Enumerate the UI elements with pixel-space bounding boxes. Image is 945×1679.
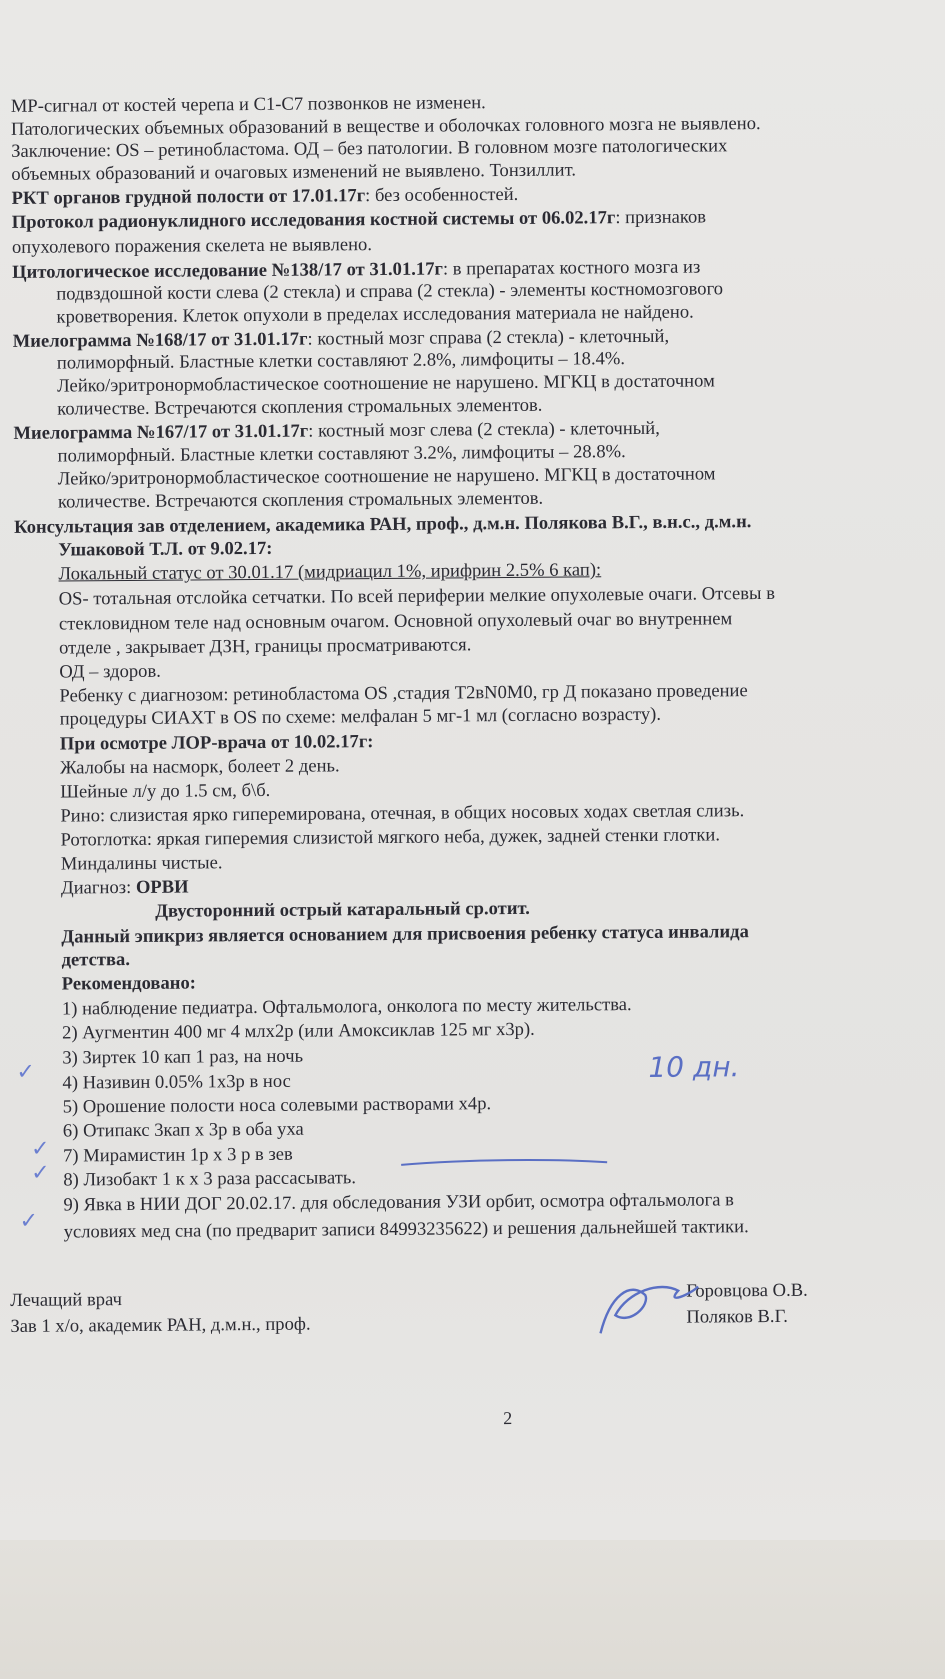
text-line: 9) Явка в НИИ ДОГ 20.02.17. для обследования УЗИ орбит, осмотра офтальмолога в: [63, 1189, 734, 1216]
text-line: объемных образований и очаговых изменений не выявлено. Тонзиллит.: [11, 159, 577, 185]
line-bold: Миелограмма №168/17 от 31.01.17г: [12, 328, 308, 352]
line-bold: Цитологическое исследование №138/17 от 31.01.17г: [12, 258, 444, 283]
line-bold: детства.: [61, 949, 131, 971]
text-line: количестве. Встречаются скопления стромальных элементов.: [57, 394, 543, 420]
line-rest: : в препаратах костного мозга из: [442, 256, 701, 280]
signature-scribble: [600, 1287, 698, 1334]
line-rest: : костный мозг слева (2 стекла) - клеточный,: [308, 417, 660, 442]
line-bold: Данный эпикриз является основанием для присвоения ребенку статуса инвалида: [61, 921, 749, 948]
text-line: опухолевого поражения скелета не выявлено.: [11, 234, 373, 258]
text-line: полиморфный. Бластные клетки составляют 2.8%, лимфоциты – 18.4%.: [56, 348, 626, 374]
text-line: OS- тотальная отслойка сетчатки. По всей периферии мелкие опухолевые очаги. Отсевы в: [58, 582, 776, 610]
text-line: отделе , закрывает ДЗН, границы просматриваются.: [59, 634, 472, 659]
line-bold: При осмотре ЛОР-врача от 10.02.17г:: [59, 731, 374, 755]
check-mark-icon: ✓: [19, 1208, 39, 1234]
text-line: Лейко/эритронормобластическое соотношение не нарушено. МГКЦ в достаточном: [57, 463, 716, 490]
text-line: 1) наблюдение педиатра. Офтальмолога, онколога по месту жительства.: [61, 994, 632, 1020]
text-line: Лейко/эритронормобластическое соотношение не нарушено. МГКЦ в достаточном: [56, 370, 715, 397]
text-line: Шейные л/у до 1.5 см, б\б.: [60, 779, 271, 803]
text-line: 7) Мирамистин 1р х 3 р в зев: [62, 1143, 293, 1167]
text-line: Заключение: OS – ретинобластома. ОД – без патологии. В головном мозге патологических: [11, 135, 728, 162]
line-bold: Ушаковой Т.Л. от 9.02.17:: [58, 537, 273, 561]
text-line: количестве. Встречаются скопления стромальных элементов.: [57, 487, 544, 513]
text-line: 6) Отипакс 3кап х 3р в оба уха: [62, 1118, 304, 1142]
text-line: Жалобы на насморк, болеет 2 день.: [59, 755, 340, 779]
line-bold: Протокол радионуклидного исследования костной системы от 06.02.17г: [11, 207, 616, 233]
text-line: МР-сигнал от костей черепа и С1-С7 позвонков не изменен.: [10, 92, 486, 117]
table-surface: [0, 1540, 945, 1679]
line-prefix: Диагноз:: [60, 876, 136, 899]
text-line: полиморфный. Бластные клетки составляют 3.2%, лимфоциты – 28.8%.: [57, 441, 626, 467]
line-bold: Двусторонний острый катаральный ср.отит.: [155, 897, 530, 922]
line-rest: : без особенностей.: [365, 183, 519, 207]
text-line: подвздошной кости слева (2 стекла) и справа (2 стекла) - элементы костномозгового: [56, 278, 724, 305]
text-line: процедуры СИАХТ в OS по схеме: мелфалан 5 мг-1 мл (согласно возрасту).: [59, 703, 662, 730]
handwritten-underline: [401, 1159, 607, 1165]
line-bold: РКТ органов грудной полости от 17.01.17г: [11, 185, 366, 209]
handwritten-note: 10 дн.: [648, 1050, 740, 1084]
line-rest: : признаков: [615, 206, 707, 229]
signature-left-2: Зав 1 х/о, академик РАН, д.м.н., проф.: [10, 1313, 311, 1337]
line-bold: ОРВИ: [135, 876, 189, 898]
signature-right-2: Поляков В.Г.: [686, 1305, 788, 1328]
text-line: Рино: слизистая ярко гиперемирована, отечная, в общих носовых ходах светлая слизь.: [60, 800, 745, 827]
signature-left-1: Лечащий врач: [10, 1289, 122, 1311]
line-bold: Миелограмма №167/17 от 31.01.17г: [13, 420, 309, 444]
text-line: ОД – здоров.: [59, 660, 161, 683]
check-mark-icon: ✓: [30, 1136, 50, 1162]
text-line: кроветворения. Клеток опухоли в пределах исследования материала не найдено.: [56, 301, 694, 328]
text-line: 5) Орошение полости носа солевыми растворами х4р.: [62, 1093, 492, 1118]
line-underlined: Локальный статус от 30.01.17 (мидриацил 1%, ирифрин 2.5% 6 кап):: [58, 559, 602, 585]
text-line: 4) Називин 0.05% 1х3р в нос: [62, 1070, 291, 1094]
text-line: 2) Аугментин 400 мг 4 млх2р (или Амоксиклав 125 мг х3р).: [62, 1018, 535, 1044]
line-bold: Рекомендовано:: [61, 972, 196, 995]
signature-right-1: Горовцова О.В.: [686, 1279, 808, 1302]
check-mark-icon: ✓: [16, 1059, 35, 1085]
text-line: 8) Лизобакт 1 к х 3 раза рассасывать.: [63, 1167, 357, 1191]
page-number: 2: [503, 1408, 513, 1429]
text-line: стекловидном теле над основным очагом. Основной опухолевый очаг во внутреннем: [58, 608, 733, 635]
text-line: условиях мед сна (по предварит записи 84993235622) и решения дальнейшей тактики.: [63, 1216, 749, 1243]
text-line: Ротоглотка: яркая гиперемия слизистой мягкого неба, дужек, задней стенки глотки.: [60, 824, 721, 851]
text-line: Миндалины чистые.: [60, 852, 223, 875]
text-line: 3) Зиртек 10 кап 1 раз, на ночь: [62, 1045, 304, 1069]
line-bold: Консультация зав отделением, академика РАН, проф., д.м.н. Полякова В.Г., в.н.с., д.м.н.: [14, 511, 752, 538]
text-line: Ребенку с диагнозом: ретинобластома OS ,стадия T2вN0M0, гр Д показано проведение: [59, 680, 748, 707]
line-rest: : костный мозг справа (2 стекла) - клеточный,: [307, 325, 670, 350]
check-mark-icon: ✓: [31, 1160, 50, 1186]
text-line: Патологических объемных образований в веществе и оболочках головного мозга не выявлено.: [10, 113, 761, 140]
